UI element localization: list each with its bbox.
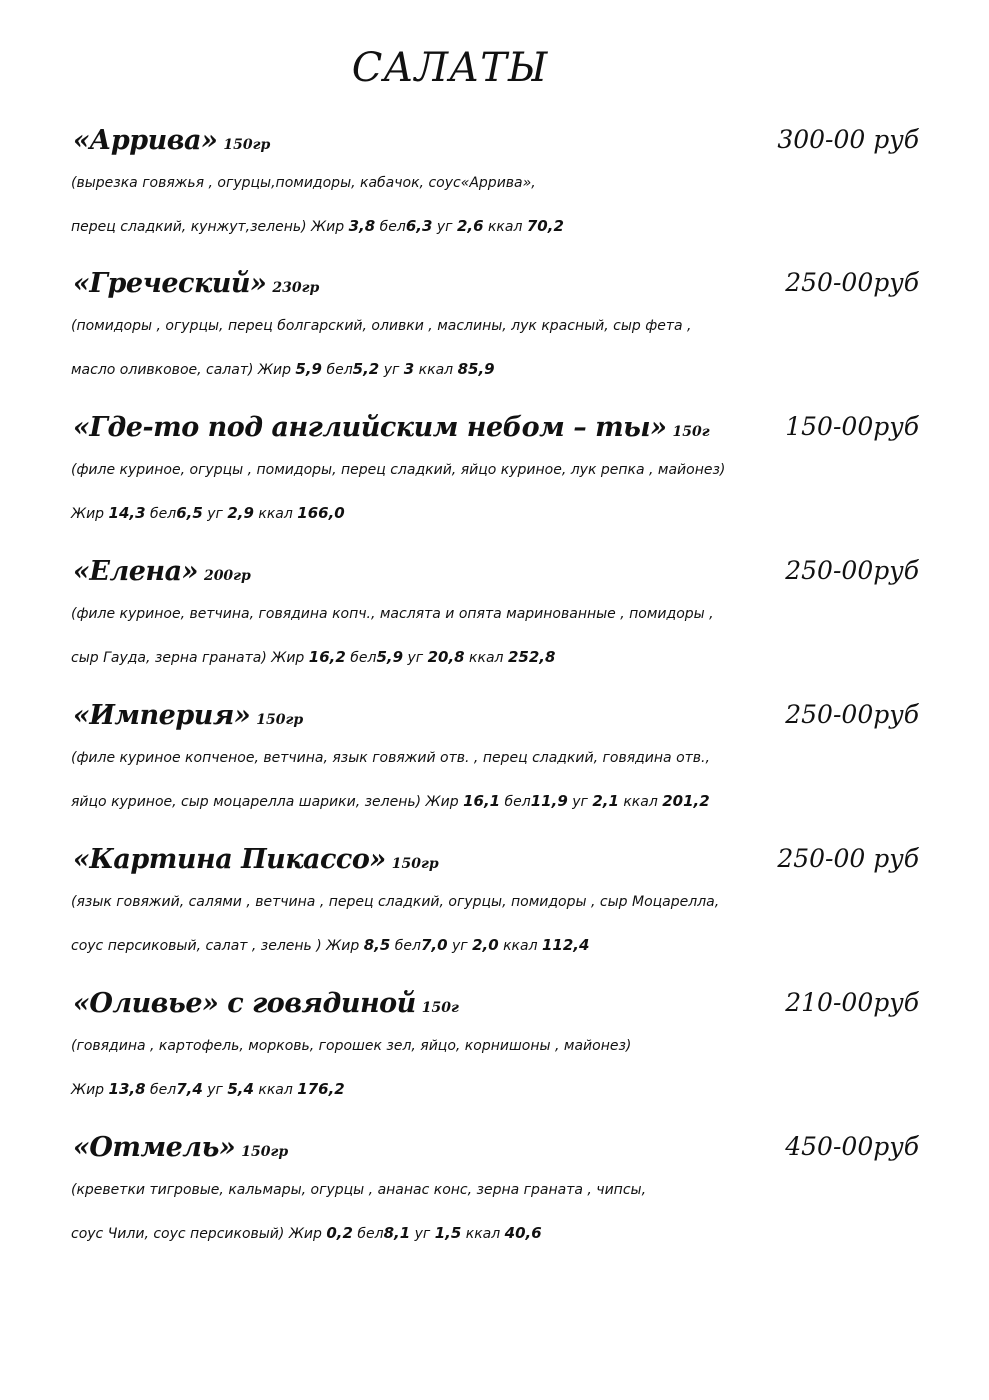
dish-name — [73, 556, 251, 587]
dish-weight: 150гр — [391, 856, 439, 872]
menu-item — [0, 125, 989, 265]
nutrition-line — [71, 504, 345, 522]
fat-value: 13,8 — [108, 1080, 146, 1098]
ingredients-line: соус Чили, соус персиковый) — [71, 1226, 285, 1242]
fat-label: Жир — [425, 794, 459, 810]
dish-weight: 150г — [421, 1000, 459, 1016]
dish-title: «Где-то под английским небом – ты» — [73, 412, 667, 443]
nutrition-line — [71, 1080, 345, 1098]
protein-value: 6,3 — [405, 217, 433, 235]
dish-name — [73, 700, 303, 731]
carb-label: уг — [572, 794, 588, 810]
menu-item — [0, 988, 989, 1128]
kcal-value: 176,2 — [297, 1080, 345, 1098]
protein-label: бел — [394, 938, 421, 954]
carb-value: 2,6 — [456, 217, 484, 235]
dish-title: «Елена» — [73, 556, 198, 587]
carb-label: уг — [207, 1082, 223, 1098]
dish-price: 300-00 руб — [777, 125, 919, 154]
protein-value: 7,4 — [176, 1080, 203, 1098]
menu-item — [0, 844, 989, 984]
protein-value: 5,2 — [352, 360, 380, 378]
protein-label: бел — [504, 794, 531, 810]
protein-value: 8,1 — [383, 1224, 411, 1242]
fat-label: Жир — [311, 219, 345, 235]
kcal-label: ккал — [418, 362, 454, 378]
carb-label: уг — [383, 362, 400, 378]
carb-value: 2,9 — [227, 504, 254, 522]
dish-name — [73, 1132, 288, 1163]
ingredients-line: (говядина , картофель, морковь, горошек зел, яйцо, корнишоны , майонез) — [71, 1038, 632, 1054]
ingredients-line: (язык говяжий, салями , ветчина , перец сладкий, огурцы, помидоры , сыр Моцарелла, — [71, 894, 720, 910]
kcal-label: ккал — [623, 794, 658, 810]
fat-value: 14,3 — [108, 504, 146, 522]
ingredients-line: (креветки тигровые, кальмары, огурцы , ананас конс, зерна граната , чипсы, — [71, 1182, 647, 1198]
fat-value: 16,1 — [463, 792, 501, 810]
carb-label: уг — [436, 219, 453, 235]
dish-weight: 150гр — [241, 1144, 289, 1160]
dish-weight: 150гр — [223, 137, 271, 153]
fat-label: Жир — [71, 506, 105, 522]
fat-label: Жир — [326, 938, 360, 954]
protein-label: бел — [326, 362, 353, 378]
nutrition-line — [71, 1224, 542, 1242]
nutrition-line — [71, 792, 710, 810]
ingredients-line: (филе куриное, ветчина, говядина копч., маслята и опята маринованные , помидоры , — [71, 606, 714, 622]
fat-value: 5,9 — [295, 360, 322, 378]
dish-name — [73, 412, 710, 443]
menu-item — [0, 700, 989, 840]
ingredients-line: (филе куриное, огурцы , помидоры, перец сладкий, яйцо куриное, лук репка , майонез) — [71, 462, 726, 478]
fat-label: Жир — [288, 1226, 322, 1242]
dish-weight: 230гр — [272, 280, 320, 296]
fat-value: 0,2 — [326, 1224, 353, 1242]
kcal-label: ккал — [469, 650, 504, 666]
dish-price: 250-00руб — [785, 556, 919, 585]
nutrition-line — [71, 648, 555, 666]
ingredients-line: сыр Гауда, зерна граната) — [71, 650, 267, 666]
carb-value: 3 — [403, 360, 415, 378]
ingredients-line: (филе куриное копченое, ветчина, язык говяжий отв. , перец сладкий, говядина отв., — [71, 750, 710, 766]
dish-price: 210-00руб — [785, 988, 919, 1017]
protein-value: 11,9 — [530, 792, 568, 810]
protein-label: бел — [357, 1226, 384, 1242]
kcal-value: 40,6 — [504, 1224, 542, 1242]
fat-value: 8,5 — [363, 936, 391, 954]
menu-item — [0, 1132, 989, 1272]
menu-item — [0, 268, 989, 408]
carb-label: уг — [451, 938, 468, 954]
dish-price: 150-00руб — [785, 412, 919, 441]
ingredients-line: перец сладкий, кунжут,зелень) — [71, 219, 307, 235]
nutrition-line — [71, 360, 495, 378]
fat-value: 3,8 — [348, 217, 376, 235]
dish-title: «Оливье» с говядиной — [73, 988, 416, 1019]
kcal-label: ккал — [258, 506, 293, 522]
ingredients-line: (помидоры , огурцы, перец болгарский, оливки , маслины, лук красный, сыр фета , — [71, 318, 692, 334]
nutrition-line — [71, 217, 564, 235]
ingredients-line: соус персиковый, салат , зелень ) — [71, 938, 322, 954]
dish-name — [73, 268, 319, 299]
ingredients-line: яйцо куриное, сыр моцарелла шарики, зелень) — [71, 794, 422, 810]
carb-value: 2,1 — [592, 792, 619, 810]
carb-value: 20,8 — [427, 648, 465, 666]
protein-label: бел — [350, 650, 377, 666]
kcal-label: ккал — [465, 1226, 501, 1242]
carb-label: уг — [407, 650, 424, 666]
dish-title: «Аррива» — [73, 125, 218, 156]
kcal-value: 70,2 — [526, 217, 564, 235]
kcal-label: ккал — [487, 219, 523, 235]
protein-label: бел — [379, 219, 406, 235]
dish-title: «Империя» — [73, 700, 251, 731]
carb-label: уг — [207, 506, 223, 522]
menu-item — [0, 556, 989, 696]
dish-weight: 150гр — [256, 712, 304, 728]
ingredients-line: масло оливковое, салат) — [71, 362, 254, 378]
carb-value: 1,5 — [434, 1224, 462, 1242]
fat-label: Жир — [71, 1082, 105, 1098]
kcal-value: 85,9 — [457, 360, 495, 378]
dish-price: 450-00руб — [785, 1132, 919, 1161]
dish-title: «Картина Пикассо» — [73, 844, 386, 875]
dish-title: «Греческий» — [73, 268, 267, 299]
nutrition-line — [71, 936, 589, 954]
dish-name — [73, 844, 439, 875]
dish-weight: 200гр — [203, 568, 251, 584]
menu-item — [0, 412, 989, 552]
fat-value: 16,2 — [308, 648, 346, 666]
kcal-value: 252,8 — [507, 648, 556, 666]
ingredients-line: (вырезка говяжья , огурцы,помидоры, кабачок, соус«Аррива», — [71, 175, 536, 191]
dish-name — [73, 988, 459, 1019]
dish-weight: 150г — [672, 424, 710, 440]
fat-label: Жир — [271, 650, 305, 666]
protein-value: 7,0 — [420, 936, 448, 954]
kcal-label: ккал — [258, 1082, 293, 1098]
dish-price: 250-00руб — [785, 268, 919, 297]
protein-value: 6,5 — [176, 504, 203, 522]
protein-label: бел — [150, 506, 177, 522]
dish-price: 250-00 руб — [777, 844, 919, 873]
protein-label: бел — [150, 1082, 177, 1098]
dish-name — [73, 125, 270, 156]
fat-label: Жир — [257, 362, 291, 378]
kcal-value: 201,2 — [662, 792, 710, 810]
carb-value: 2,0 — [472, 936, 499, 954]
dish-price: 250-00руб — [785, 700, 919, 729]
page-title: САЛАТЫ — [351, 45, 549, 91]
carb-label: уг — [414, 1226, 431, 1242]
kcal-label: ккал — [503, 938, 538, 954]
carb-value: 5,4 — [227, 1080, 254, 1098]
protein-value: 5,9 — [376, 648, 404, 666]
kcal-value: 166,0 — [297, 504, 345, 522]
kcal-value: 112,4 — [542, 936, 590, 954]
dish-title: «Отмель» — [73, 1132, 236, 1163]
